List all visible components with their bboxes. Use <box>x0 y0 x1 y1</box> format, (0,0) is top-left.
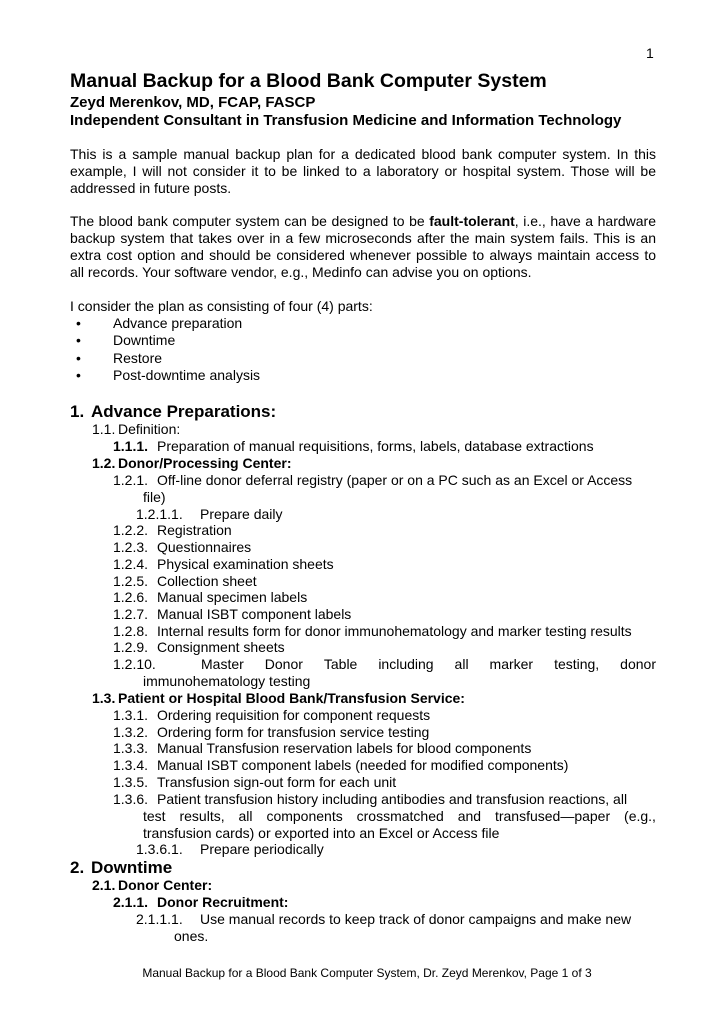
item-text: Registration <box>157 522 232 538</box>
bullet-icon: • <box>76 315 81 331</box>
item-number: 1.2.10. <box>113 656 156 672</box>
item-number: 1.3.3. <box>113 740 149 756</box>
item-text: Ordering requisition for component requests <box>157 707 431 723</box>
bullet-icon: • <box>76 367 81 383</box>
item-text: Use manual records to keep track of donor campaigns and make new <box>200 911 632 927</box>
section-2-1-1-heading: Donor Recruitment: <box>157 894 289 910</box>
section-1-3-number: 1.3. <box>92 690 116 706</box>
item-text-justified <box>201 656 656 673</box>
word: and <box>457 808 482 824</box>
word: all <box>454 656 469 672</box>
item-text-justified <box>143 808 656 825</box>
bullet-icon: • <box>76 332 81 348</box>
word: including <box>378 656 434 672</box>
item-text: Manual Transfusion reservation labels for blood components <box>157 740 532 756</box>
item-text-continuation: file) <box>143 489 166 505</box>
page-number: 1 <box>646 45 654 61</box>
word: Table <box>323 656 358 672</box>
author-line: Zeyd Merenkov, MD, FCAP, FASCP <box>70 94 316 111</box>
item-number: 1.3.2. <box>113 724 149 740</box>
section-2-1-heading: Donor Center: <box>118 877 213 893</box>
section-1-number: 1. <box>70 402 85 421</box>
item-text: Manual ISBT component labels (needed for modified components) <box>157 757 569 773</box>
item-text: Manual specimen labels <box>157 589 308 605</box>
section-1-heading: Advance Preparations: <box>91 402 277 421</box>
item-number: 1.2.4. <box>113 556 149 572</box>
item-text: Collection sheet <box>157 573 257 589</box>
plan-part: Restore <box>113 350 163 366</box>
item-text: Off-line donor deferral registry (paper or on a PC such as an Excel or Access <box>157 472 633 488</box>
section-1-2-number: 1.2. <box>92 455 116 471</box>
word: donor <box>620 656 656 672</box>
item-text: Internal results form for donor immunohematology and marker testing results <box>157 623 632 639</box>
item-number: 1.3.4. <box>113 757 149 773</box>
item-text: Questionnaires <box>157 539 252 555</box>
item-number: 1.2.1.1. <box>136 506 183 522</box>
item-number: 1.2.2. <box>113 522 149 538</box>
item-number: 1.2.9. <box>113 639 149 655</box>
section-1-1-heading: Definition: <box>118 421 181 437</box>
item-text: Manual ISBT component labels <box>157 606 352 622</box>
item-text: Prepare periodically <box>200 841 324 857</box>
item-number: 2.1.1.1. <box>136 911 183 927</box>
item-text: Patient transfusion history including antibodies and transfusion reactions, all <box>157 791 628 807</box>
intro-paragraph: This is a sample manual backup plan for a dedicated blood bank computer system. In this example, I will not consider it to be linked to a laboratory or hospital system. Those will be addressed in future posts. <box>70 146 656 196</box>
item-number: 1.2.6. <box>113 589 149 605</box>
item-number: 1.3.1. <box>113 707 149 723</box>
item-number: 1.3.6. <box>113 791 149 807</box>
section-2-1-1-number: 2.1.1. <box>113 894 149 910</box>
fault-text-after: , i.e., have a hardware backup system that takes over in a few microseconds after the main system fails. This is an extra cost option and should be considered whenever possible to always maintain access to all records. Your software vendor, e.g., Medinfo can advise you on options. <box>70 213 656 280</box>
item-number: 1.2.1. <box>113 472 149 488</box>
item-number: 1.2.8. <box>113 623 149 639</box>
word: marker <box>489 656 534 672</box>
item-number: 1.2.7. <box>113 606 149 622</box>
plan-intro: I consider the plan as consisting of four (4) parts: <box>70 298 373 314</box>
section-2-number: 2. <box>70 858 85 877</box>
item-text: Consignment sheets <box>157 639 285 655</box>
section-1-1-1-number: 1.1.1. <box>113 438 149 454</box>
item-text: Physical examination sheets <box>157 556 334 572</box>
item-text-continuation: ones. <box>174 928 209 944</box>
word: testing, <box>554 656 600 672</box>
item-number: 1.3.6.1. <box>136 841 183 857</box>
item-number: 1.3.5. <box>113 774 149 790</box>
section-1-3-heading: Patient or Hospital Blood Bank/Transfusion Service: <box>118 690 465 706</box>
section-2-1-number: 2.1. <box>92 877 116 893</box>
word: Master <box>201 656 244 672</box>
item-text-continuation: transfusion cards) or exported into an Excel or Access file <box>143 825 500 841</box>
section-1-1-number: 1.1. <box>92 421 116 437</box>
fault-tolerant-term: fault-tolerant <box>429 213 515 229</box>
fault-tolerance-paragraph <box>70 213 656 281</box>
section-1-2-heading: Donor/Processing Center: <box>118 455 292 471</box>
bullet-icon: • <box>76 350 81 366</box>
section-2-heading: Downtime <box>91 858 173 877</box>
word: results, <box>179 808 225 824</box>
fault-text-before: The blood bank computer system can be designed to be <box>70 213 430 229</box>
page-footer <box>0 966 724 980</box>
item-text: Transfusion sign-out form for each unit <box>157 774 397 790</box>
word: all <box>238 808 253 824</box>
affiliation-line: Independent Consultant in Transfusion Medicine and Information Technology <box>70 112 622 129</box>
footer-text: Manual Backup for a Blood Bank Computer System, Dr. Zeyd Merenkov, Page 1 of 3 <box>142 966 592 980</box>
word: test <box>143 808 166 824</box>
word: transfused—paper <box>494 808 611 824</box>
item-text: Prepare daily <box>200 506 283 522</box>
plan-part: Downtime <box>113 332 176 348</box>
plan-part: Post-downtime analysis <box>113 367 261 383</box>
plan-part: Advance preparation <box>113 315 243 331</box>
word: crossmatched <box>356 808 444 824</box>
section-1-1-1-text: Preparation of manual requisitions, forms, labels, database extractions <box>157 438 594 454</box>
document-title: Manual Backup for a Blood Bank Computer System <box>70 70 547 92</box>
word: components <box>266 808 343 824</box>
item-text-continuation: immunohematology testing <box>143 673 311 689</box>
word: (e.g., <box>624 808 656 824</box>
item-text: Ordering form for transfusion service testing <box>157 724 430 740</box>
word: Donor <box>264 656 303 672</box>
item-number: 1.2.5. <box>113 573 149 589</box>
item-number: 1.2.3. <box>113 539 149 555</box>
